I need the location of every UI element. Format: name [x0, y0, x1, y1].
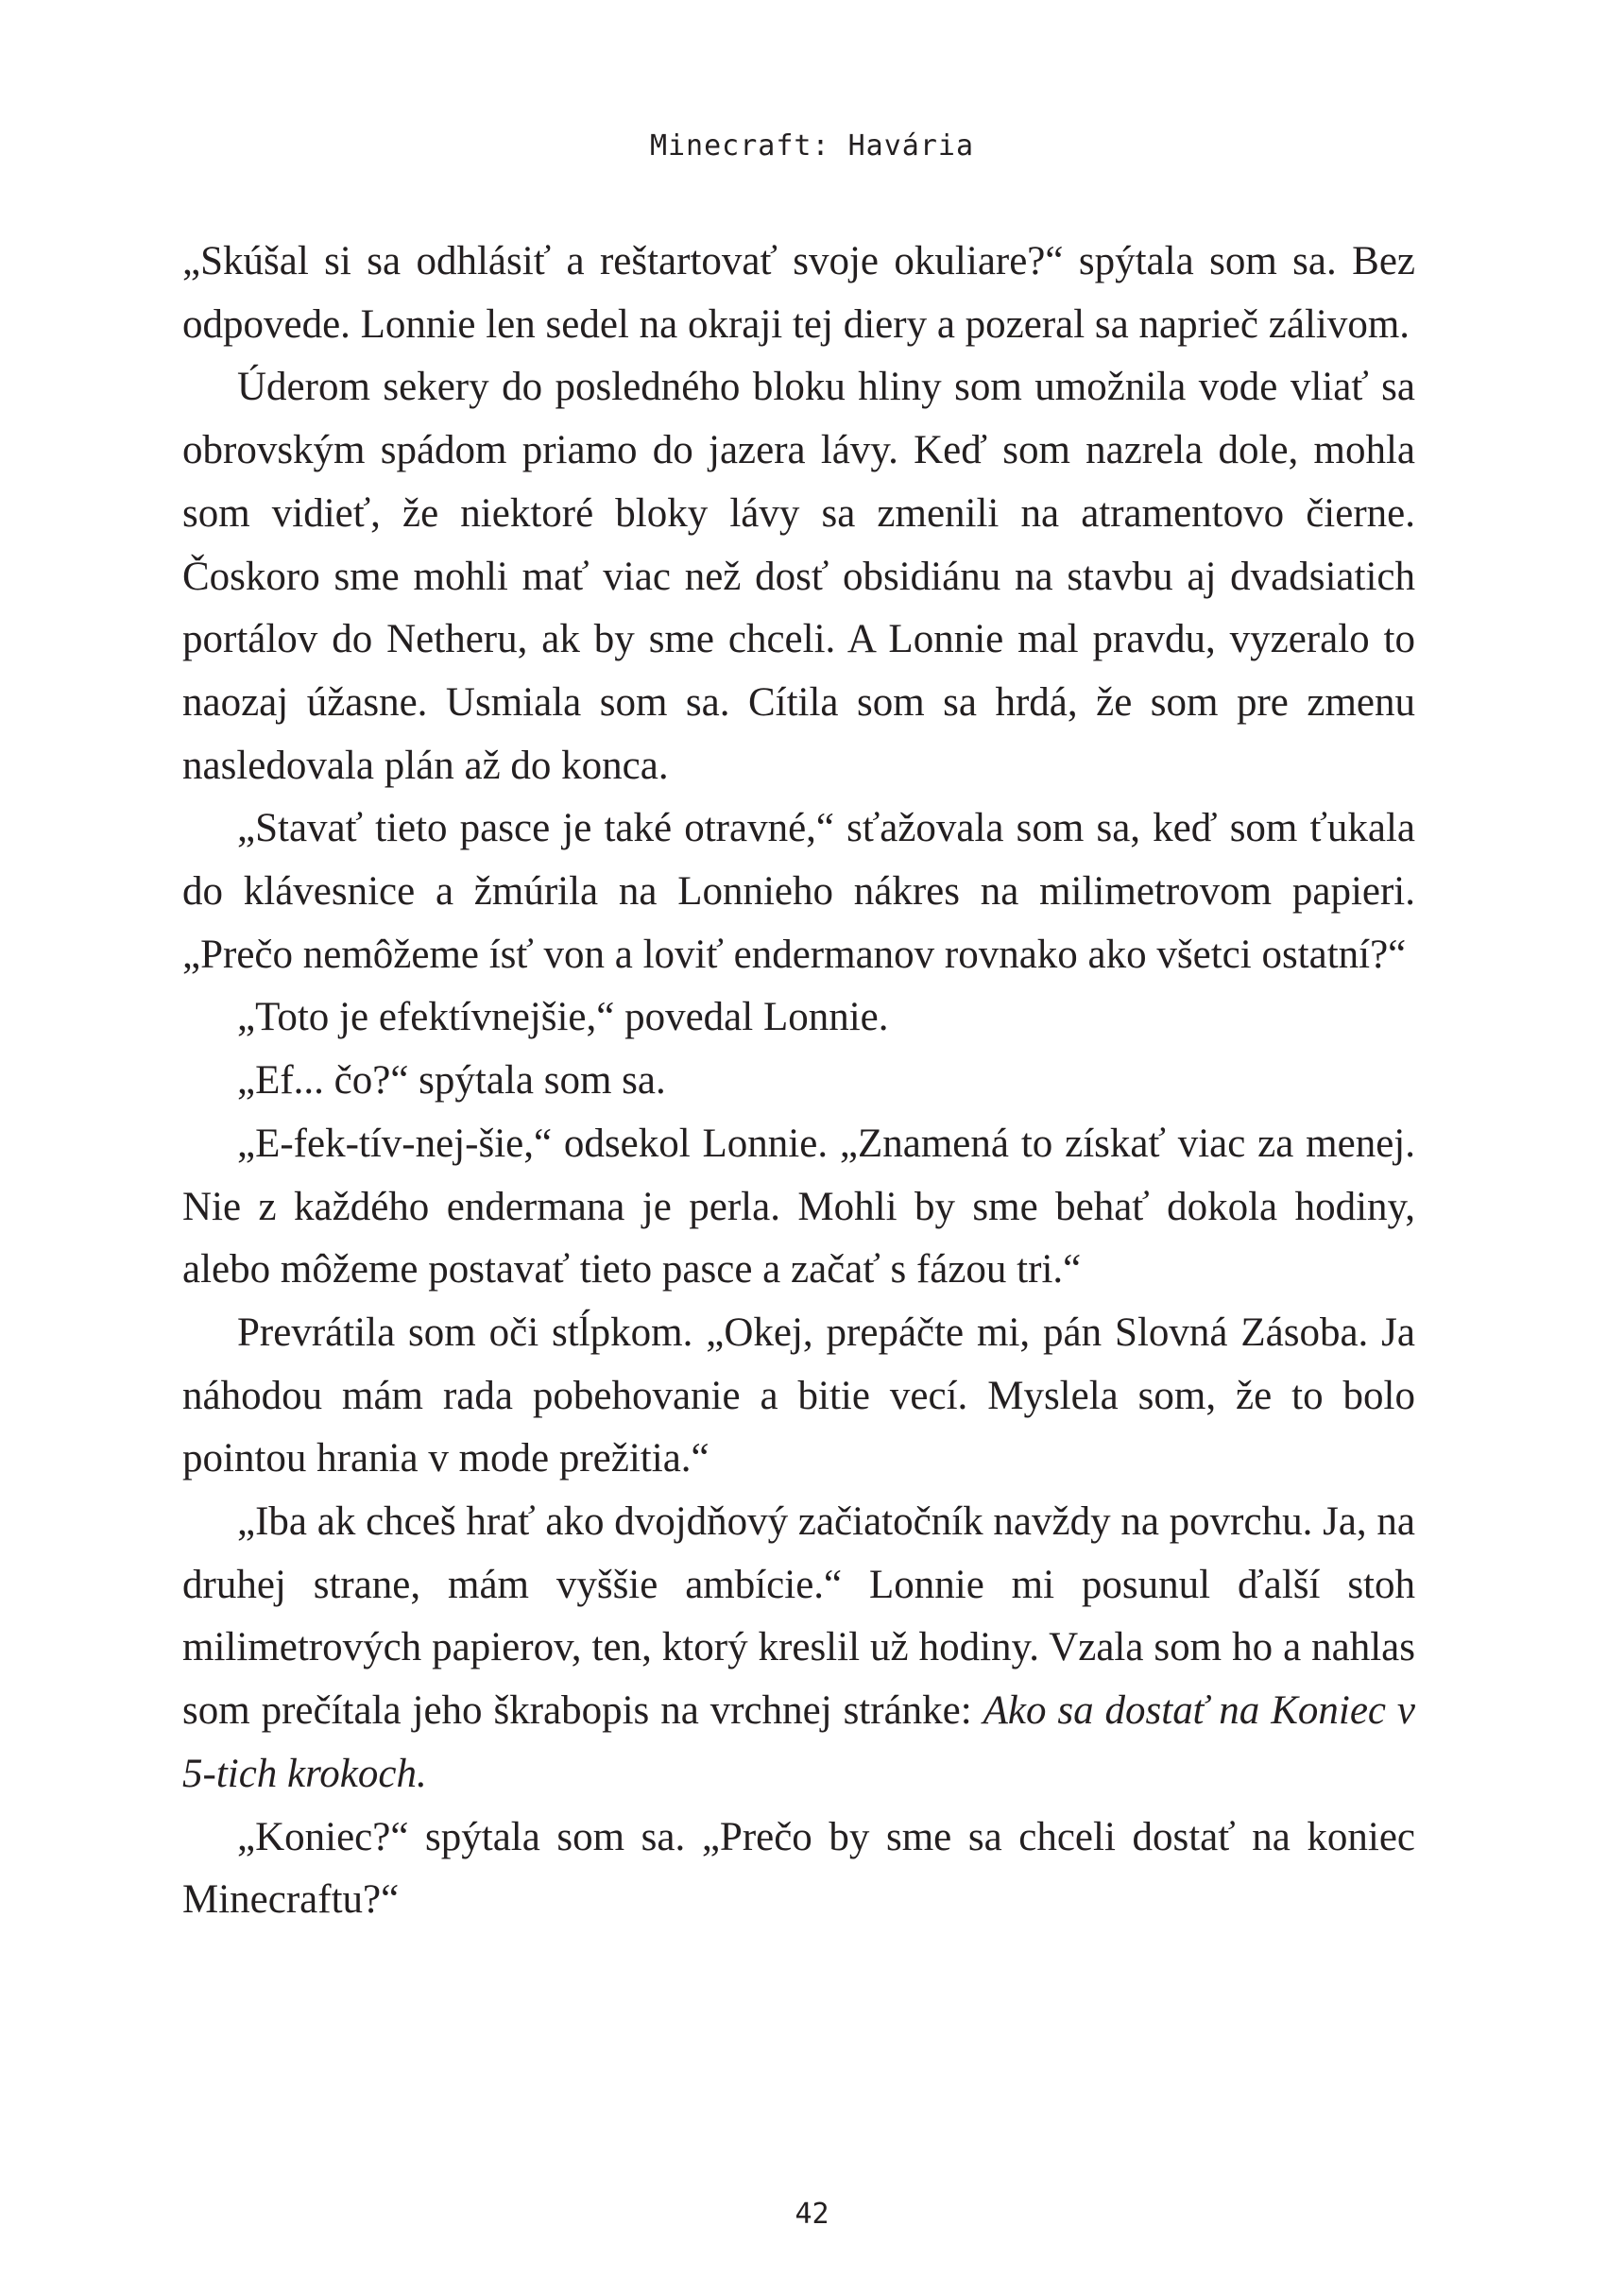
paragraph-4: „Toto je efektívnejšie,“ povedal Lonnie. — [237, 995, 889, 1040]
paragraph-2: Úderom sekery do posledného bloku hliny som umožnila vode vliať sa obrovským spádom priamo do jazera lávy. Keď som nazrela dole, mohla som vidieť, že niektoré bloky lávy sa zmenili na atramentovo čierne. Čoskoro sme mohli mať viac než dosť obsidiánu na stavbu aj dvadsiatich portálov do Netheru, ak by sme chceli. A Lonnie mal pravdu, vyzeralo to naozaj úžasne. Usmiala som sa. Cítila som sa hrdá, že som pre zmenu nasledovala plán až do konca. — [182, 365, 1415, 788]
paragraph-3: „Stavať tieto pasce je také otravné,“ sťažovala som sa, keď som ťukala do klávesnice a žmúrila na Lonnieho nákres na milimetrovom papieri. „Prečo nemôžeme ísť von a loviť endermanov rovnako ako všetci ostatní?“ — [182, 806, 1415, 977]
paragraph-8 — [182, 1491, 1415, 1806]
paragraph-8-text: „Iba ak chceš hrať ako dvojdňový začiatočník navždy na povrchu. Ja, na druhej strane, mám vyššie ambície.“ Lonnie mi posunul ďalší stoh milimetrových papierov, ten, ktorý kreslil už hodiny. Vzala som ho a nahlas som prečítala jeho škrabopis na vrchnej stránke: — [182, 1499, 1415, 1734]
body-text — [182, 231, 1415, 1932]
paragraph-7: Prevrátila som oči stĺpkom. „Okej, prepáčte mi, pán Slovná Zásoba. Ja náhodou mám rada pobehovanie a bitie vecí. Myslela som, že to bolo pointou hrania v mode prežitia.“ — [182, 1310, 1415, 1481]
paragraph-8-italic: Ako sa dostať na Koniec v 5-tich krokoch. — [182, 1688, 1415, 1796]
running-header: Minecraft: Havária — [649, 129, 975, 163]
paragraph-6: „E-fek-tív-nej-šie,“ odsekol Lonnie. „Znamená to získať viac za menej. Nie z každého endermana je perla. Mohli by sme behať dokola hodiny, alebo môžeme postavať tieto pasce a začať s fázou tri.“ — [182, 1121, 1415, 1293]
paragraph-1: „Skúšal si sa odhlásiť a reštartovať svoje okuliare?“ spýtala som sa. Bez odpovede. Lonnie len sedel na okraji tej diery a pozeral sa naprieč zálivom. — [182, 239, 1415, 347]
page-number: 42 — [795, 2198, 829, 2231]
paragraph-9: „Koniec?“ spýtala som sa. „Prečo by sme sa chceli dostať na koniec Minecraftu?“ — [182, 1814, 1415, 1923]
paragraph-5: „Ef... čo?“ spýtala som sa. — [237, 1058, 666, 1104]
